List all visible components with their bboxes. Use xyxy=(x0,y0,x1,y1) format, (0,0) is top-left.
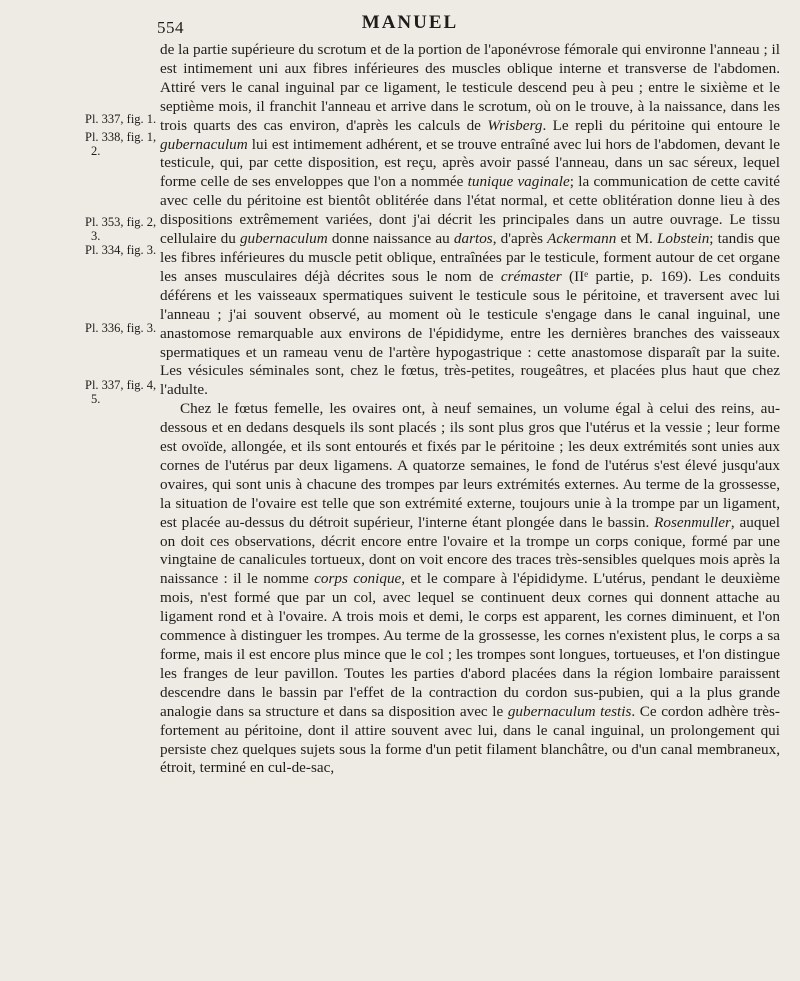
term: dartos xyxy=(453,230,493,248)
author-name: Ackermann xyxy=(547,230,617,248)
text-run: Chez le fœtus femelle, les ovaires ont, à neuf semaines, un volume égal à celui des reins, au-dessous et en dedans desquels ils sont placés ; ils sont plus gros que l'utérus et la vessie ; leur forme est ovoïde, allongée, et ils sont entourés et fixés par le péritoine ; les deux extrémités sont unies aux cornes de l'utérus par deux ligamens. A quatorze semaines, le fond de l'utérus s'est élevé jusqu'aux ovaires, qui sont unis à chacune des trompes par leurs extrémités externes. Au terme de la grossesse, la situation de l'ovaire est telle que son extrémité externe, toujours unie à la trompe par un ligament, est placée au-dessus du détroit supérieur, l'interne étant plongée dans le bassin. xyxy=(160,400,780,531)
text-run: (IIᵉ partie, p. 169). Les conduits déférens et les vaisseaux spermatiques suivent le testicule sous le péritoine, et traversent avec lui l'anneau ; j'ai souvent observé, au moment où le testicule s'engage dans le canal inguinal, une anastomose remarquable aux environs de l'épididyme, entre les dernières branches des vaisseaux spermatiques et un rameau venu de l'artère hypogastrique : cette anastomose disparaît par la suite. Les vésicules séminales sont, chez le fœtus, très-petites, rougeâtres, et placées plus haut que chez l'adulte. xyxy=(160,267,780,399)
term: tunique vaginale xyxy=(467,173,570,191)
margin-note-line: Pl. 334, fig. 3. xyxy=(85,243,157,257)
margin-note-line: 2. xyxy=(91,144,101,158)
author-name: Lobstein xyxy=(656,230,710,248)
margin-note-line: Pl. 353, fig. 2, xyxy=(85,215,157,229)
page-number: 554 xyxy=(157,18,184,37)
text-run: , auquel on doit ces observations, décrit encore entre l'ovaire et la trompe un corps conique, formé par une vingtaine de canalicules tortueux, dont on voit encore des traces très-sensibles quelques mois après la naissance : il le nomme xyxy=(160,513,781,588)
margin-note-line: 3. xyxy=(91,229,101,243)
text-run: ; la communication de cette cavité avec celle du péritoine est bientôt oblitérée dans l'état normal, et cette oblitération donne lieu à des dispositions extrêmement variées, dont j'ai décrit les principales dans un autre ouvrage. Le tissu cellulaire du xyxy=(160,173,780,248)
running-head: MANUEL xyxy=(361,12,459,33)
text-run: . Le repli du péritoine qui entoure le xyxy=(542,116,780,134)
margin-note xyxy=(85,112,159,126)
term: gubernaculum testis xyxy=(507,702,632,720)
body-text xyxy=(160,41,780,778)
text-run: , et le compare à l'épididyme. L'utérus, pendant le deuxième mois, n'est formé que par un col, avec lequel se continuent deux cornes qui donnent attache au ligament rond et à l'ovaire. A trois mois et demi, le corps est apparent, les cornes diminuent, et l'on commence à distinguer les trompes. Au terme de la grossesse, les cornes n'existent plus, le corps a sa forme, mais il est encore plus mince que le col ; les trompes sont longues, tortueuses, et l'on distingue les franges de leur pavillon. Toutes les parties d'abord placées dans la région lombaire paraissent descendre dans le bassin par l'effet de la contraction du cordon sus-pubien, qui a la plus grande analogie dans sa structure et dans sa disposition avec le xyxy=(160,570,780,720)
text-run: ; tandis que les fibres inférieures du muscle petit oblique, entraînées par le testicule, forment autour de cet organe les anses musculaires déjà décrites sous le nom de xyxy=(160,230,780,285)
term: crémaster xyxy=(500,267,562,285)
text-run: . Ce cordon adhère très-fortement au péritoine, dont il attire souvent avec lui, dans le canal inguinal, un prolongement qui persiste chez quelques sujets sous la forme d'un petit filament blanchâtre, ou d'un canal membraneux, étroit, terminé en cul-de-sac, xyxy=(160,702,780,777)
text-run: lui est intimement adhérent, et se trouve entraîné avec lui hors de l'abdomen, devant le testicule, qui, par cette disposition, est reçu, après avoir passé l'anneau, dans un sac séreux, lequel forme celle de ses enveloppes que l'on a nommée xyxy=(160,135,780,191)
margin-note-line: Pl. 337, fig. 4, xyxy=(85,378,157,392)
author-name: Rosenmuller xyxy=(654,513,731,531)
term: corps conique xyxy=(314,570,402,588)
margin-note xyxy=(85,378,159,406)
margin-note-line: 5. xyxy=(91,392,101,406)
margin-note-line: Pl. 338, fig. 1, xyxy=(85,130,157,144)
margin-note xyxy=(85,243,159,257)
paragraph-female-fetus xyxy=(160,400,780,778)
text-run: et M. xyxy=(616,230,657,248)
text-run: de la partie supérieure du scrotum et de la portion de l'aponévrose fémorale qui environne l'anneau ; il est intimement uni aux fibres inférieures des muscles oblique interne et transverse de l'abdomen. Attiré vers le canal inguinal par ce ligament, le testicule descend peu à peu ; entre le sixième et le septième mois, il franchit l'anneau et arrive dans le scrotum, où on le trouve, à la naissance, dans les trois quarts des cas environ, d'après les calculs de xyxy=(160,41,780,134)
margin-note-line: Pl. 337, fig. 1. xyxy=(85,112,157,126)
text-run: , d'après xyxy=(492,230,548,248)
text-run: donne naissance au xyxy=(327,230,454,248)
margin-note xyxy=(85,321,159,335)
term: gubernaculum xyxy=(160,135,248,153)
term: gubernaculum xyxy=(239,230,328,248)
author-name: Wrisberg xyxy=(487,116,543,134)
margin-note xyxy=(85,215,159,243)
margin-note-line: Pl. 336, fig. 3. xyxy=(85,321,157,335)
paragraph-male-fetus xyxy=(160,41,780,400)
margin-note xyxy=(85,130,159,158)
